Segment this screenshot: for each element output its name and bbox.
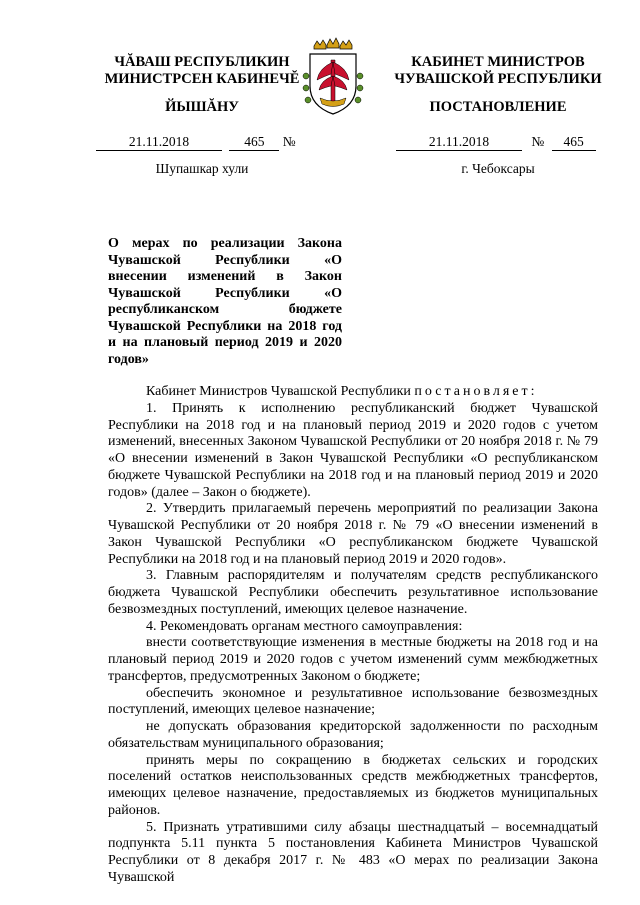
left-number-sign: № (282, 134, 296, 149)
left-number: 465 (229, 134, 279, 151)
right-date: 21.11.2018 (396, 134, 522, 151)
left-header-line2: МИНИСТРСЕН КАБИНЕЧĔ (104, 71, 300, 87)
right-number-line (396, 134, 606, 150)
right-header-org (388, 54, 608, 88)
paragraph-4-item-4: принять меры по сокращению в бюджетах сельских и городских поселений остатков неиспользованных средств межбюджетных трансфертов, имеющих целевое назначение, предоставляемых из бюджетов муниципальных районов. (108, 752, 598, 818)
left-doc-type: ЙЫШĂНУ (165, 99, 239, 115)
paragraph-4: 4. Рекомендовать органам местного самоуправления: (146, 618, 463, 634)
paragraph-5: 5. Признать утратившими силу абзацы шестнадцатый – восемнадцатый подпункта 5.11 пункта 5 постановления Кабинета Министров Чувашской Республики от 8 декабря 2017 г. № 483 «О мерах по реализации Закона Чувашской (108, 819, 598, 885)
left-city: Шупашкар хули (155, 161, 249, 176)
paragraph-1: 1. Принять к исполнению республиканский бюджет Чувашской Республики на 2018 год и на плановый период 2019 и 2020 годов с учетом изменений, внесенных Законом Чувашской Республики от 20 ноября 2018 г. № 79 «О внесении изменений в Закон Чувашской Республики «О республиканском бюджете Чувашской Республики на 2018 год и на плановый период 2019 и 2020 годов» (далее – Закон о бюджете). (108, 400, 598, 500)
intro-paragraph (108, 384, 598, 401)
left-number-line (96, 134, 306, 150)
intro-verb: постановляет: (414, 384, 538, 399)
left-header-org (92, 54, 312, 88)
right-number: 465 (552, 134, 596, 151)
paragraph-4-item-1: внести соответствующие изменения в местные бюджеты на 2018 год и на плановый период 2019 и 2020 годов с учетом изменений сумм межбюджетных трансфертов, предусмотренных Законом о бюджете; (108, 635, 598, 684)
document-body (108, 384, 598, 887)
right-header-line2: ЧУВАШСКОЙ РЕСПУБЛИКИ (394, 71, 602, 87)
paragraph-2: 2. Утвердить прилагаемый перечень мероприятий по реализации Закона Чувашской Республики от 20 ноября 2018 г. № 79 «О внесении изменений в Закон Чувашской Республики «О республиканском бюджете Чувашской Республики на 2018 год и на плановый период 2019 и 2020 годов». (108, 501, 598, 567)
paragraph-4-item-2: обеспечить экономное и результативное использование безвозмездных поступлений, имеющих целевое назначение; (108, 685, 598, 718)
right-number-sign: № (531, 134, 545, 149)
coat-of-arms-icon (300, 36, 366, 120)
document-title: О мерах по реализации Закона Чувашской Республики «О внесении изменений в Закон Чувашской Республики «О республиканском бюджете Чувашской Республики на 2018 год и на плановый период 2019 и 2020 годов» (108, 236, 342, 367)
intro-prefix: Кабинет Министров Чувашской Республики (146, 384, 411, 399)
left-date: 21.11.2018 (96, 134, 222, 151)
paragraph-4-item-3: не допускать образования кредиторской задолженности по расходным обязательствам муниципального образования; (108, 719, 598, 751)
right-doc-type: ПОСТАНОВЛЕНИЕ (429, 99, 567, 115)
right-city: г. Чебоксары (461, 161, 535, 176)
left-header-line1: ЧĂВАШ РЕСПУБЛИКИН (114, 54, 290, 70)
right-header-line1: КАБИНЕТ МИНИСТРОВ (411, 54, 585, 70)
paragraph-3: 3. Главным распорядителям и получателям средств республиканского бюджета Чувашской Республики обеспечить результативное использование безвозмездных поступлений, имеющих целевое назначение. (108, 568, 598, 617)
